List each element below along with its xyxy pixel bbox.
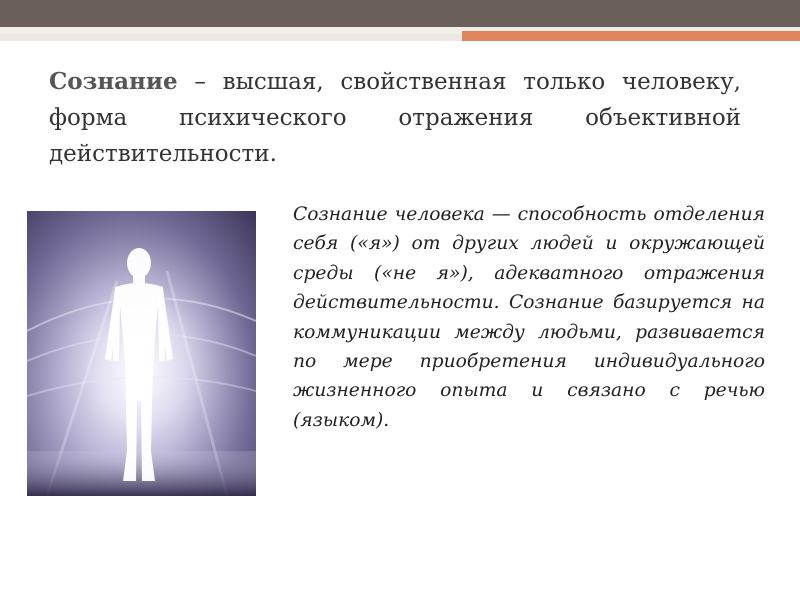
description-text: Сознание человека — способность отделения себя («я») от других людей и окружающей среды («не я»), адекватного отражения действительности. Сознание базируется на коммуникации между людьми, развивается по мере приобретения индивидуального жизненного опыта и связано с речью (языком). <box>293 204 765 431</box>
definition-term: Сознание <box>49 68 178 95</box>
header-accent-gray <box>0 34 462 41</box>
glowing-person-illustration <box>27 211 256 496</box>
header-accent-orange <box>462 31 800 41</box>
definition-body: – высшая, свойственная только человеку, форма психического отражения объективной действительности. <box>49 69 741 167</box>
header-bar <box>0 0 800 27</box>
human-figure-image <box>27 211 256 496</box>
definition-text <box>49 64 741 172</box>
